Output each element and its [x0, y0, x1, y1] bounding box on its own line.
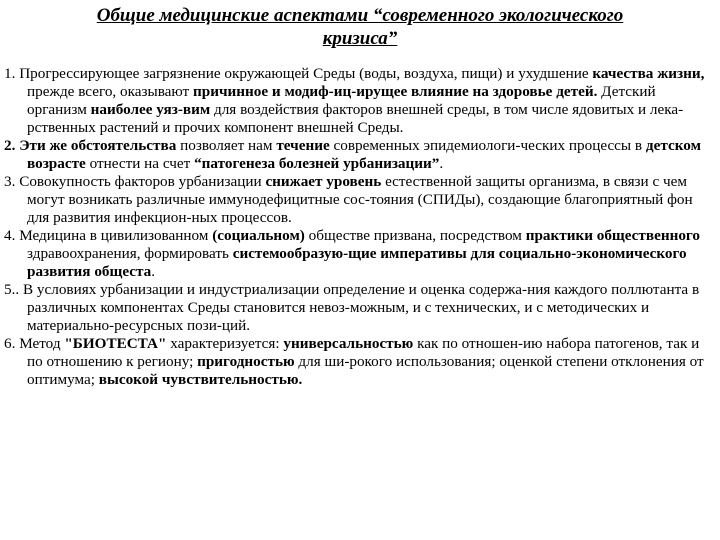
bold-text: причинное и модиф-иц-ирущее влияние на здоровье детей. [193, 83, 598, 100]
text: Детский организм [27, 83, 656, 118]
text: 4. Медицина в цивилизованном [4, 227, 213, 244]
text: характеризуется: [166, 335, 284, 352]
list-item [3, 65, 715, 137]
list-item [3, 227, 715, 281]
list-item [3, 335, 715, 389]
bold-text: качества жизни, [592, 65, 705, 82]
text: для воздействия факторов внешней среды, в том числе ядовитых и лека-рственных растений и прочих компонент внешней Среды. [27, 101, 684, 136]
text: 6. Метод [4, 335, 65, 352]
bold-text: 2. Эти же обстоятельства [4, 137, 177, 154]
text: естественной защиты организма, в связи с чем могут возникать различные иммунодефицитные сос-тояния (СПИДы), создающие благоприятный фон для развития инфекцион-ных процессов. [27, 173, 693, 226]
bold-text: “патогенеза болезней урбанизации” [194, 155, 440, 172]
text: отнести на счет [85, 155, 195, 172]
title-line-1: Общие медицинские аспектами “современного экологического [96, 5, 624, 26]
bold-text: наиболее уяз-вим [90, 101, 211, 118]
bold-text: практики общественного [525, 227, 701, 244]
list-item [3, 137, 715, 173]
text: обществе призвана, посредством [304, 227, 526, 244]
title-line-2: кризиса” [322, 28, 398, 49]
slide-title [0, 4, 720, 50]
text: 5.. В условиях урбанизации и индустриализации определение и оценка содержа-ния каждого поллютанта в различных компонентах Среды становится невоз-можным, и с технических, и с методических и материально-ресурсных пози-ций. [4, 281, 700, 334]
bold-text: течение [276, 137, 330, 154]
bold-text: пригодностью [197, 353, 295, 370]
text: . [151, 263, 156, 280]
text: как по отношен-ию набора патогенов, так и по отношению к региону; [27, 335, 700, 370]
text: прежде всего, оказывают [27, 83, 193, 100]
text: для ши-рокого использования; оценкой степени отклонения от оптимума; [27, 353, 704, 388]
text: позволяет нам [176, 137, 277, 154]
bold-text: детском возрасте [27, 137, 701, 172]
text: здравоохранения, формировать [27, 245, 233, 262]
bold-text: универсальностью [283, 335, 414, 352]
list-item [3, 281, 715, 335]
bold-text: "БИОТЕСТА" [64, 335, 167, 352]
text: 3. Совокупность факторов урбанизации [4, 173, 266, 190]
bold-text: снижает уровень [265, 173, 382, 190]
slide-body [3, 65, 715, 389]
bold-text: высокой чувствительностью. [98, 371, 303, 388]
list-item [3, 173, 715, 227]
bold-text: системообразую-щие императивы для социально-экономического развития общеста [27, 245, 687, 280]
text: . [439, 155, 444, 172]
text: современных эпидемиологи-ческих процессы в [329, 137, 646, 154]
bold-text: (социальном) [212, 227, 305, 244]
text: 1. Прогрессирующее загрязнение окружающей Среды (воды, воздуха, пищи) и ухудшение [4, 65, 593, 82]
